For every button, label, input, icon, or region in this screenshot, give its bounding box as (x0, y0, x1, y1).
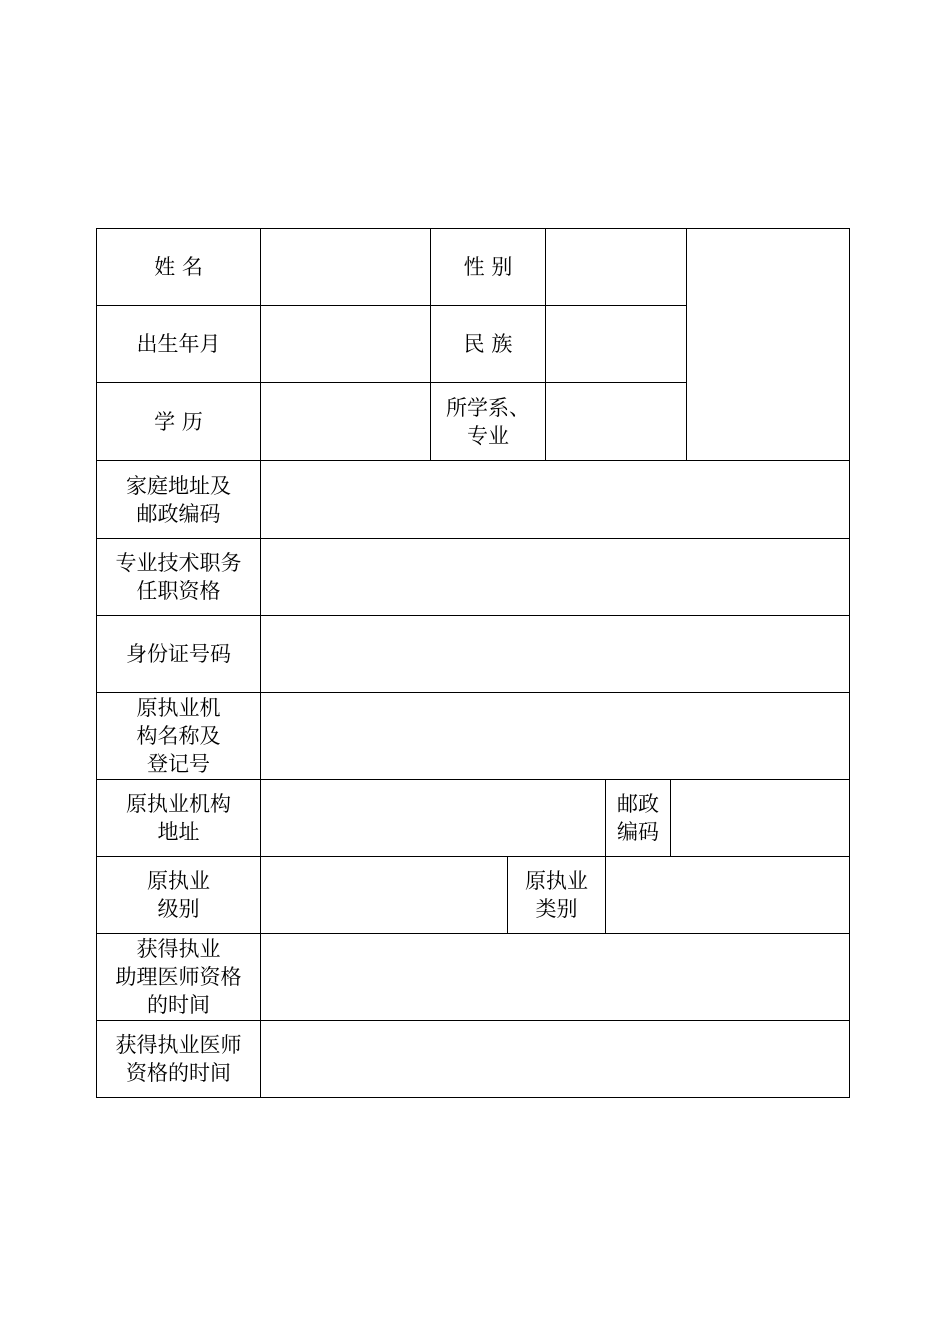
border-line (96, 1097, 850, 1098)
major-label: 所学系、 专业 (446, 395, 530, 448)
id-field[interactable] (261, 616, 849, 692)
major-field[interactable] (546, 383, 686, 460)
ethnicity-field[interactable] (546, 306, 686, 382)
postcode-label: 邮政 编码 (617, 792, 659, 844)
birth-field[interactable] (261, 306, 430, 382)
education-field[interactable] (261, 383, 430, 460)
address-field[interactable] (261, 461, 849, 538)
assistant-time-field[interactable] (261, 934, 849, 1020)
prev-level-label: 原执业 级别 (147, 869, 210, 921)
prev-institution-label: 原执业机 构名称及 登记号 (136, 696, 221, 776)
prev-address-label: 原执业机构 地址 (126, 792, 231, 844)
prev-address-field[interactable] (261, 780, 605, 856)
prev-institution-field[interactable] (261, 693, 849, 779)
name-field[interactable] (261, 229, 430, 305)
physician-time-label: 获得执业医师 资格的时间 (115, 1033, 242, 1085)
birth-label: 出生年月 (136, 332, 221, 356)
education-label: 学 历 (154, 409, 203, 434)
prev-level-field[interactable] (261, 857, 507, 933)
postcode-field[interactable] (671, 780, 849, 856)
gender-field[interactable] (546, 229, 686, 305)
title-label: 专业技术职务 任职资格 (115, 551, 242, 603)
id-label: 身份证号码 (126, 642, 231, 666)
border-line (849, 228, 850, 1098)
title-field[interactable] (261, 539, 849, 615)
prev-category-label: 原执业 类别 (525, 869, 588, 921)
address-label: 家庭地址及 邮政编码 (126, 473, 231, 526)
ethnicity-label: 民 族 (463, 332, 513, 356)
assistant-time-label: 获得执业 助理医师资格 的时间 (115, 937, 242, 1017)
name-label: 姓 名 (154, 255, 203, 279)
physician-time-field[interactable] (261, 1021, 849, 1097)
prev-category-field[interactable] (606, 857, 849, 933)
photo-area[interactable] (687, 229, 849, 460)
gender-label: 性 别 (463, 255, 513, 279)
